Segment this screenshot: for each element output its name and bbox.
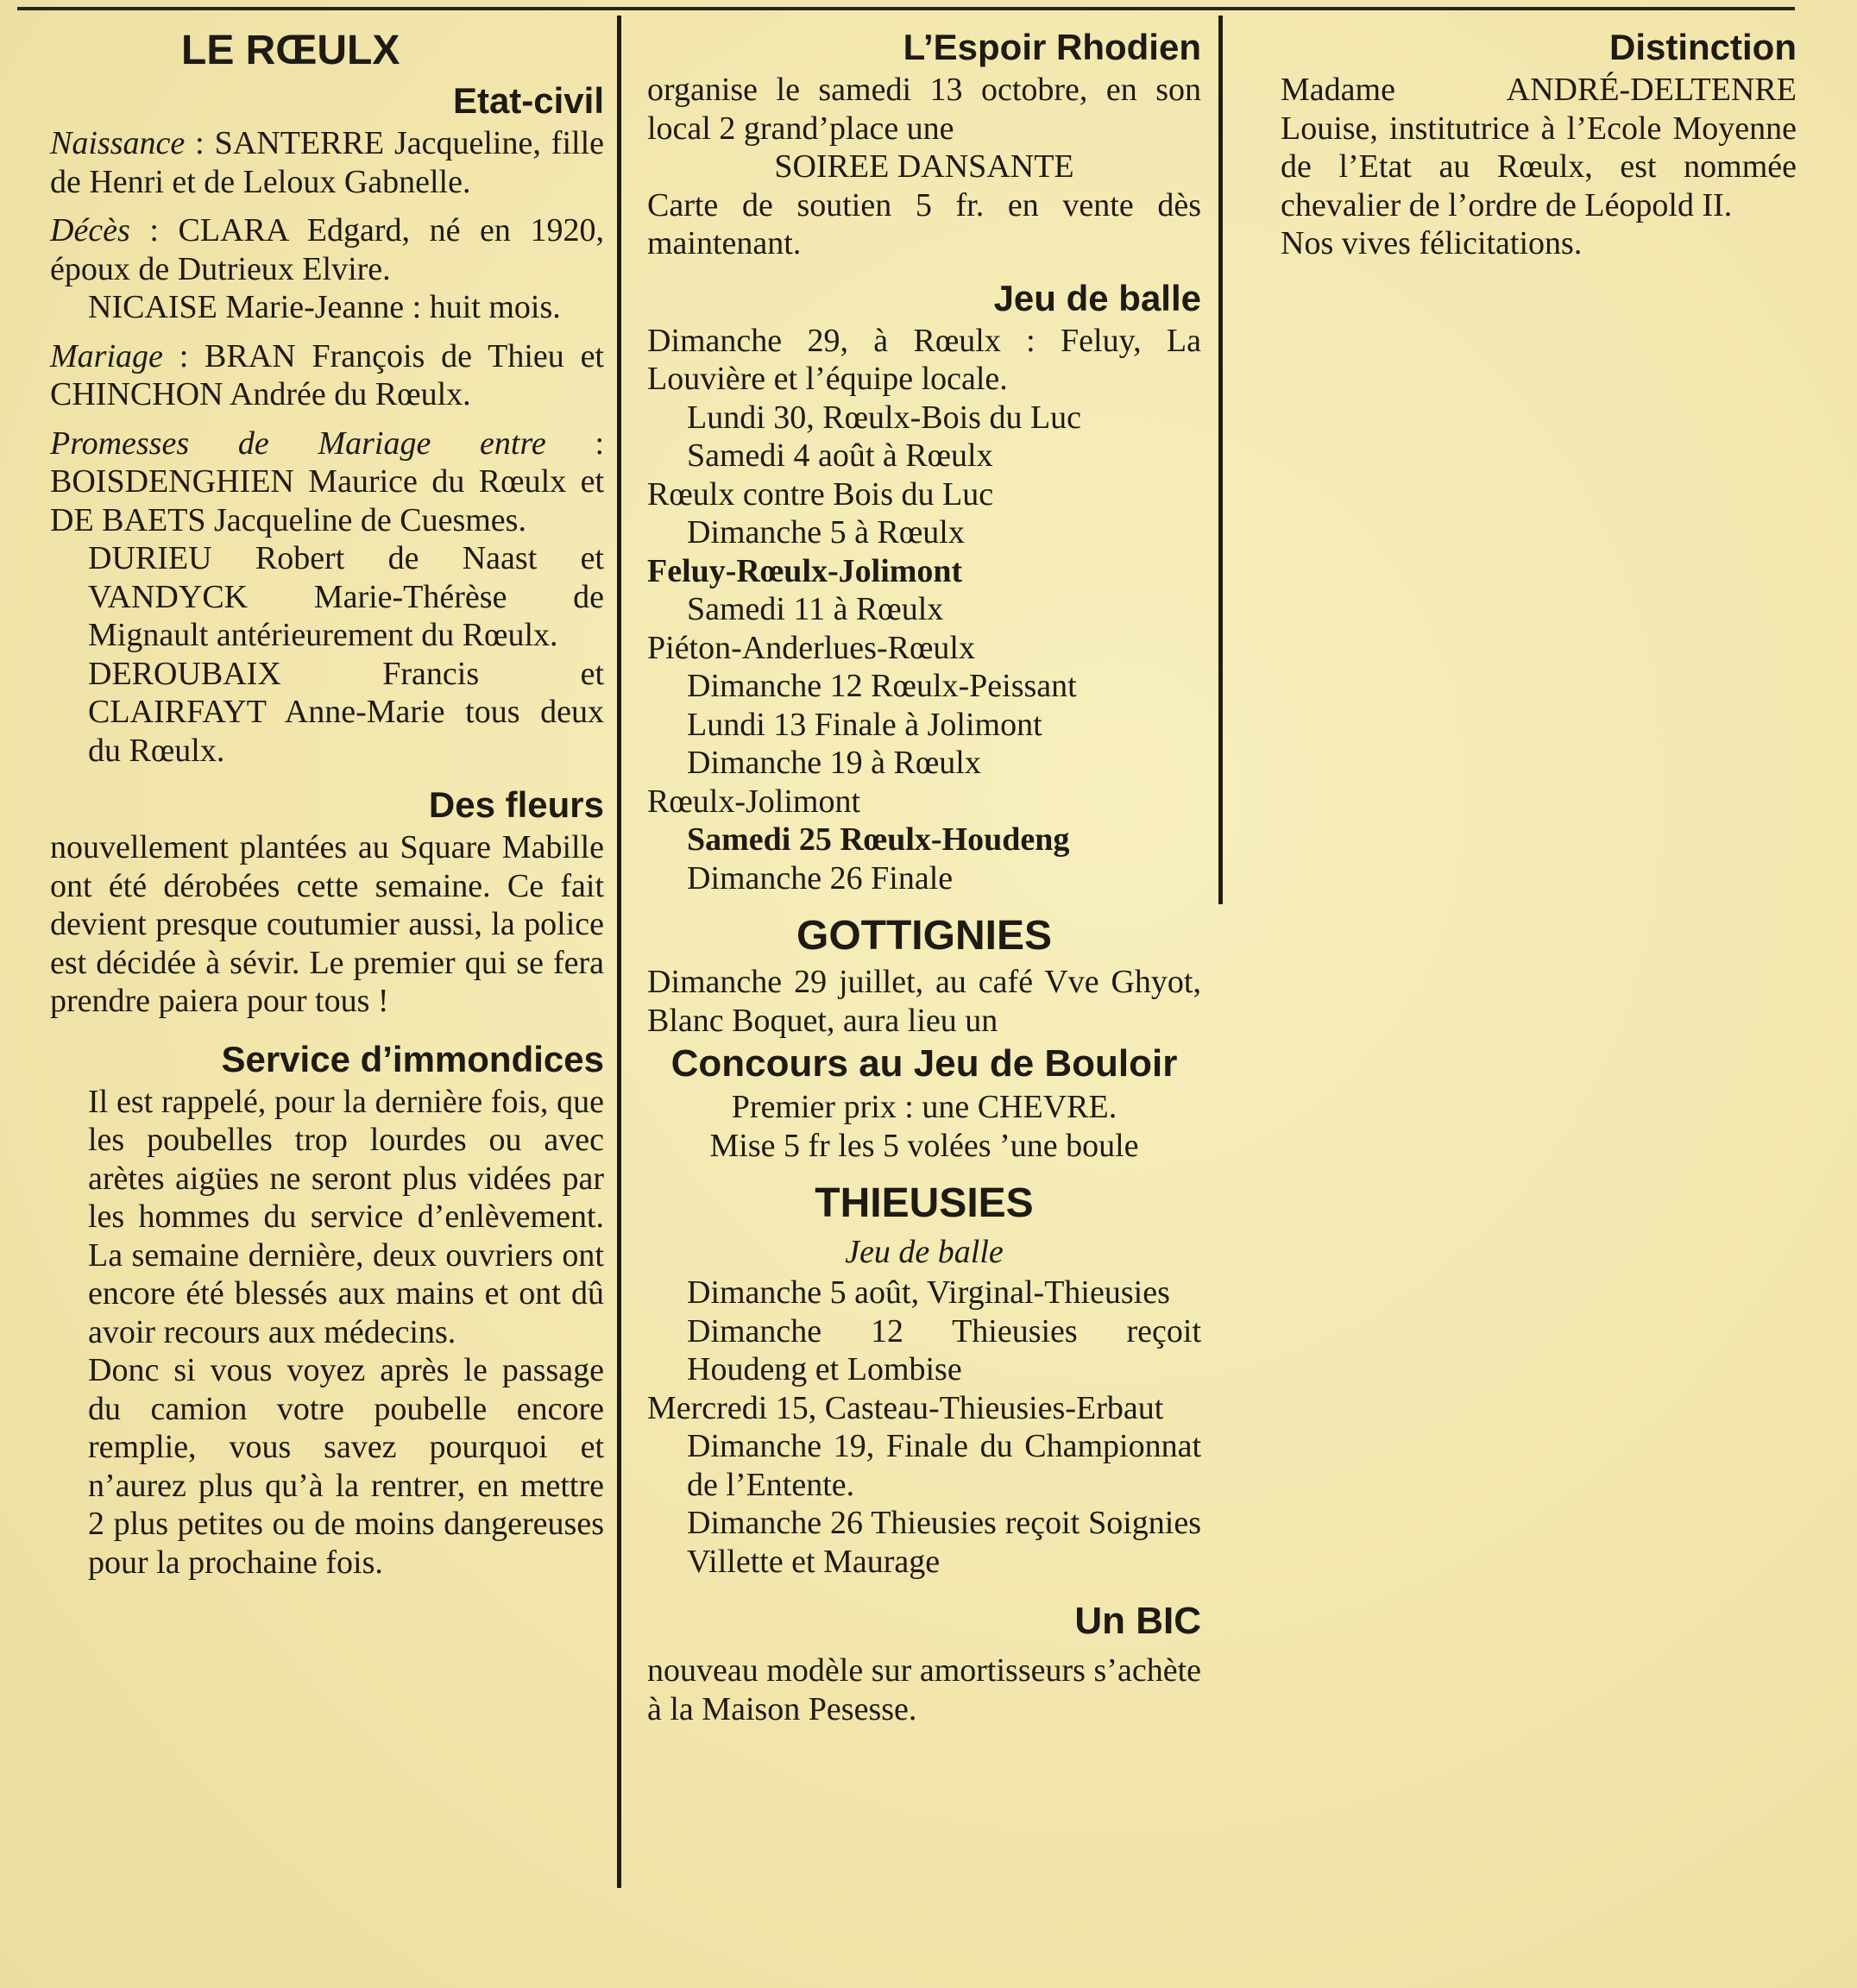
town-heading-gottignies: GOTTIGNIES bbox=[796, 913, 1052, 959]
heading-distinction: Distinction bbox=[1609, 27, 1797, 67]
promesse-entry-3: DEROUBAIX Francis et CLAIRFAYT Anne-Marie tous deux du Rœulx. bbox=[88, 655, 604, 769]
heading-jeu-de-balle: Jeu de balle bbox=[993, 277, 1201, 318]
column-le-roeulx bbox=[50, 24, 604, 1582]
deces-entry bbox=[50, 211, 604, 288]
schedule-line: Piéton-Anderlues-Rœulx bbox=[647, 629, 975, 666]
naissance-text: : SANTERRE Jacqueline, fille de Henri et de Leloux Gabnelle. bbox=[50, 125, 604, 200]
column-middle bbox=[647, 24, 1201, 1728]
thieusies-line: Dimanche 5 août, Virginal-Thieusies bbox=[687, 1274, 1170, 1311]
thieusies-line: Dimanche 12 Thieusies reçoit Houdeng et Lombise bbox=[687, 1312, 1201, 1387]
schedule-line: Dimanche 12 Rœulx-Peissant bbox=[687, 668, 1077, 704]
town-heading-thieusies: THIEUSIES bbox=[815, 1180, 1034, 1226]
heading-etat-civil: Etat-civil bbox=[452, 80, 604, 121]
schedule-line: Dimanche 19 à Rœulx bbox=[687, 745, 981, 781]
column-distinction bbox=[1243, 24, 1797, 263]
schedule-line: Feluy-Rœulx-Jolimont bbox=[647, 552, 963, 589]
schedule-line: Rœulx contre Bois du Luc bbox=[647, 475, 994, 513]
premier-prix: Premier prix : une CHEVRE. bbox=[731, 1089, 1117, 1125]
soiree-dansante: SOIREE DANSANTE bbox=[774, 148, 1074, 185]
heading-des-fleurs: Des fleurs bbox=[428, 784, 604, 825]
mariage-entry bbox=[50, 337, 604, 414]
promesses-entry bbox=[50, 425, 604, 540]
fleurs-text: nouvellement plantées au Square Mabille ont été dérobées cette semaine. Ce fait devient presque coutumier aussi, la police est décidée à sévir. Le premier qui se fera prendre paiera pour tous ! bbox=[50, 829, 604, 1019]
jeu-balle-intro: Dimanche 29, à Rœulx : Feluy, La Louvière et l’équipe locale. bbox=[647, 322, 1201, 397]
deces-text: : CLARA Edgard, né en 1920, époux de Dutrieux Elvire. bbox=[50, 212, 604, 287]
thieusies-line: Dimanche 19, Finale du Championnat de l’Entente. bbox=[687, 1428, 1201, 1503]
promesses-text: : BOISDENGHIEN Maurice du Rœulx et DE BAETS Jacqueline de Cuesmes. bbox=[50, 425, 605, 538]
schedule-line: Rœulx-Jolimont bbox=[647, 783, 861, 820]
thieusies-line: Mercredi 15, Casteau-Thieusies-Erbaut bbox=[647, 1389, 1164, 1426]
mariage-label: Mariage bbox=[50, 337, 163, 374]
schedule-line: Dimanche 26 Finale bbox=[687, 859, 954, 896]
heading-service-immondices: Service d’immondices bbox=[221, 1038, 604, 1079]
immondices-para-1: Il est rappelé, pour la dernière fois, que les poubelles trop lourdes ou avec arètes aigües ne seront plus vidées par les hommes du service d’enlèvement. La semaine dernière, deux ouvriers ont encore été blessés aux mains et ont dû avoir recours aux médecins. bbox=[88, 1083, 604, 1350]
felicitations-text: Nos vives félicitations. bbox=[1281, 225, 1583, 261]
concours-heading: Concours au Jeu de Bouloir bbox=[670, 1042, 1178, 1085]
schedule-line: Lundi 13 Finale à Jolimont bbox=[687, 706, 1042, 743]
heading-espoir-rhodien: L’Espoir Rhodien bbox=[903, 27, 1201, 67]
thieusies-line: Dimanche 26 Thieusies reçoit Soignies Villette et Maurage bbox=[687, 1505, 1201, 1580]
schedule-line: Samedi 11 à Rœulx bbox=[687, 591, 944, 627]
schedule-line: Samedi 25 Rœulx-Houdeng bbox=[687, 821, 1070, 858]
immondices-para-2: Donc si vous voyez après le passage du camion votre poubelle encore remplie, vous savez pourquoi et n’aurez plus qu’à la rentrer, en mettre 2 plus petites ou de moins dangereuses pour la prochaine fois. bbox=[88, 1352, 604, 1581]
thieusies-subheading: Jeu de balle bbox=[845, 1234, 1004, 1270]
schedule-line: Dimanche 5 à Rœulx bbox=[687, 514, 965, 550]
naissance-label: Naissance bbox=[50, 125, 186, 161]
top-rule bbox=[17, 7, 1795, 10]
promesses-label: Promesses de Mariage entre bbox=[50, 425, 546, 462]
town-heading-le-roeulx: LE RŒULX bbox=[181, 28, 400, 73]
distinction-text: Madame ANDRÉ-DELTENRE Louise, institutrice à l’Ecole Moyenne de l’Etat au Rœulx, est nommée chevalier de l’ordre de Léopold II. bbox=[1281, 72, 1797, 223]
mariage-text: : BRAN François de Thieu et CHINCHON Andrée du Rœulx. bbox=[50, 337, 604, 412]
deces-entry-2: NICAISE Marie-Jeanne : huit mois. bbox=[88, 289, 561, 325]
column-divider-right bbox=[1218, 16, 1223, 904]
mise-text: Mise 5 fr les 5 volées ’une boule bbox=[709, 1127, 1139, 1164]
espoir-text: organise le samedi 13 octobre, en son local 2 grand’place une bbox=[647, 72, 1201, 147]
carte-soutien: Carte de soutien 5 fr. en vente dès maintenant. bbox=[647, 186, 1201, 261]
deces-label: Décès bbox=[50, 212, 130, 248]
naissance-entry bbox=[50, 124, 604, 201]
promesse-entry-2: DURIEU Robert de Naast et VANDYCK Marie-Thérèse de Mignault antérieurement du Rœulx. bbox=[88, 540, 604, 653]
gottignies-text: Dimanche 29 juillet, au café Vve Ghyot, Blanc Boquet, aura lieu un bbox=[647, 964, 1201, 1039]
heading-un-bic: Un BIC bbox=[1074, 1600, 1201, 1642]
schedule-line: Lundi 30, Rœulx-Bois du Luc bbox=[687, 399, 1082, 436]
bic-text: nouveau modèle sur amortisseurs s’achète à la Maison Pesesse. bbox=[647, 1652, 1201, 1727]
column-divider-left bbox=[617, 16, 621, 1888]
schedule-line: Samedi 4 août à Rœulx bbox=[687, 437, 993, 474]
